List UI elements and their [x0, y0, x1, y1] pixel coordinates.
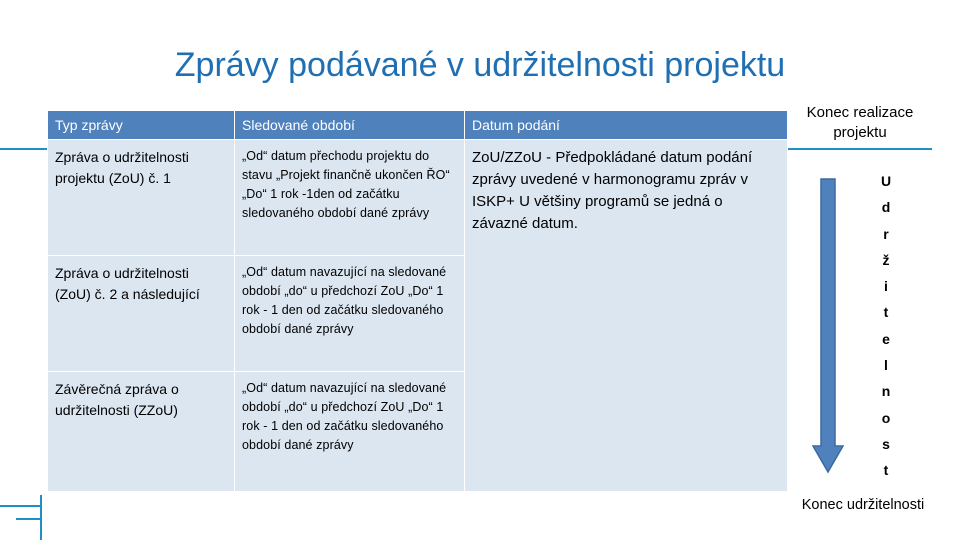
period-cell	[235, 140, 465, 256]
timeline-arrow	[812, 178, 844, 474]
right-accent-line	[782, 148, 932, 150]
report-period: „Od“ datum navazující na sledované období „do“ u předchozí ZoU „Do“ 1 rok - 1 den od začátku sledovaného období dané zprávy	[242, 265, 447, 336]
period-cell	[235, 372, 465, 492]
slide-title: Zprávy podávané v udržitelnosti projektu	[174, 46, 786, 84]
table-header-row	[48, 111, 788, 140]
report-type: Zpráva o udržitelnosti projektu (ZoU) č. 1	[55, 149, 189, 186]
vertical-letter: n	[881, 383, 891, 400]
report-type: Zpráva o udržitelnosti (ZoU) č. 2 a následující	[55, 265, 200, 302]
report-type: Závěrečná zpráva o udržitelnosti (ZZoU)	[55, 381, 179, 418]
vertical-letter: d	[881, 199, 891, 216]
bottom-corner-stub	[16, 518, 42, 520]
vertical-letter: l	[884, 357, 888, 374]
reports-table	[47, 110, 788, 492]
report-type-cell	[48, 140, 235, 256]
report-period: „Od“ datum přechodu projektu do stavu „Projekt finančně ukončen ŘO“ „Do“ 1 rok -1den od začátku sledovaného období dané zprávy	[242, 149, 450, 220]
vertical-letter: s	[882, 435, 890, 452]
vertical-letter: ž	[882, 251, 890, 268]
timeline-end-label: Konec udržitelnosti	[801, 497, 925, 513]
vertical-letter: i	[884, 278, 888, 295]
bottom-accent-line	[0, 505, 42, 507]
vertical-letter: t	[883, 304, 889, 321]
header-report-type: Typ zprávy	[48, 111, 235, 140]
report-type-cell	[48, 256, 235, 372]
vertical-letter: r	[883, 225, 889, 242]
vertical-word-udrzitelnost	[876, 168, 896, 484]
report-period: „Od“ datum navazující na sledované období „do“ u předchozí ZoU „Do“ 1 rok - 1 den od začátku sledovaného období dané zprávy	[242, 381, 447, 452]
submission-date-text: ZoU/ZZoU - Předpokládané datum podání zprávy uvedené v harmonogramu zpráv v ISKP+ U většiny programů se jedná o závazné datum.	[472, 149, 753, 232]
report-type-cell	[48, 372, 235, 492]
vertical-letter: o	[881, 409, 891, 426]
header-submission-date: Datum podání	[465, 111, 788, 140]
vertical-letter: e	[882, 330, 890, 347]
vertical-letter: U	[880, 173, 892, 189]
down-arrow-icon	[812, 178, 844, 474]
timeline-start-label: Konec realizace projektu	[806, 104, 914, 141]
table-row	[48, 140, 788, 256]
period-cell	[235, 256, 465, 372]
header-period: Sledované období	[235, 111, 465, 140]
submission-date-cell	[465, 140, 788, 492]
vertical-letter: t	[883, 462, 889, 479]
